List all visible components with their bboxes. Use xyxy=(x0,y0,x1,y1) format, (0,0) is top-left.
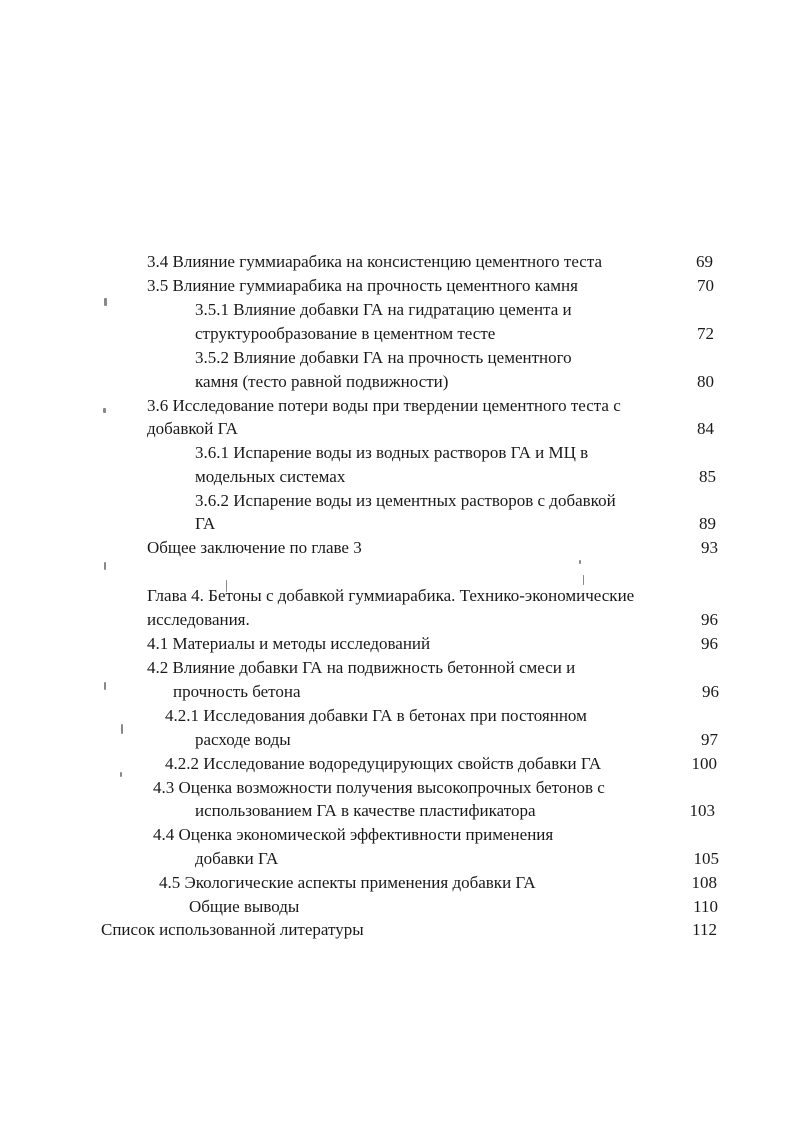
toc-entry-title-cont: ГА xyxy=(195,514,216,533)
toc-chapter-title-cont: исследования. xyxy=(147,610,250,629)
toc-page-number: 70 xyxy=(697,276,714,295)
toc-entry-title: 3.5.1 Влияние добавки ГА на гидратацию цемента и xyxy=(195,300,572,319)
toc-entry-title: 3.6.2 Испарение воды из цементных растворов с добавкой xyxy=(195,491,616,510)
toc-page-number: 85 xyxy=(699,467,716,486)
toc-page-number: 96 xyxy=(701,610,718,629)
toc-page-number: 96 xyxy=(702,682,719,701)
scan-speck xyxy=(104,298,107,306)
toc-entry-title-cont: добавкой ГА xyxy=(147,419,238,438)
toc-page-number: 112 xyxy=(692,920,717,939)
toc-entry-title: 3.5.2 Влияние добавки ГА на прочность цементного xyxy=(195,348,572,367)
toc-entry-title: 4.1 Материалы и методы исследований xyxy=(147,634,431,653)
scan-speck xyxy=(121,724,123,734)
scan-speck xyxy=(104,562,106,570)
toc-page-number: 72 xyxy=(697,324,714,343)
scan-speck xyxy=(104,682,106,690)
toc-entry-title: 3.6 Исследование потери воды при твердении цементного теста с xyxy=(147,396,621,415)
toc-page-number: 69 xyxy=(696,252,713,271)
toc-entry-title: Общие выводы xyxy=(189,897,300,916)
toc-entry-title: 3.4 Влияние гуммиарабика на консистенцию цементного теста xyxy=(147,252,603,271)
toc-entry-title-cont: расходе воды xyxy=(195,730,291,749)
toc-entry-title: Список использованной литературы xyxy=(101,920,364,939)
toc-entry-title-cont: прочность бетона xyxy=(173,682,301,701)
toc-entry-title-cont: структурообразование в цементном тесте xyxy=(195,324,496,343)
toc-entry-title: 4.2.2 Исследование водоредуцирующих свойств добавки ГА xyxy=(165,754,602,773)
toc-page-number: 96 xyxy=(701,634,718,653)
scan-speck xyxy=(579,560,581,564)
toc-page-number: 108 xyxy=(691,873,717,892)
toc-page-number: 89 xyxy=(699,514,716,533)
toc-page-number: 97 xyxy=(701,730,718,749)
toc-entry-title: 3.6.1 Испарение воды из водных растворов ГА и МЦ в xyxy=(195,443,589,462)
toc-entry-title: 4.3 Оценка возможности получения высокопрочных бетонов с xyxy=(153,778,605,797)
toc-entry-title: 4.5 Экологические аспекты применения добавки ГА xyxy=(159,873,536,892)
toc-entry-title: 4.2 Влияние добавки ГА на подвижность бетонной смеси и xyxy=(147,658,576,677)
toc-page-number: 80 xyxy=(697,372,714,391)
toc-page-number: 93 xyxy=(701,538,718,557)
toc-page-number: 100 xyxy=(691,754,717,773)
toc-page-number: 84 xyxy=(697,419,714,438)
toc-chapter-title: Глава 4. Бетоны с добавкой гуммиарабика. Технико-экономические xyxy=(147,586,635,605)
toc-page-number: 110 xyxy=(693,897,718,916)
toc-entry-title-cont: добавки ГА xyxy=(195,849,279,868)
toc-entry-title-cont: использованием ГА в качестве пластификатора xyxy=(195,801,536,820)
toc-entry-title: 4.2.1 Исследования добавки ГА в бетонах при постоянном xyxy=(165,706,587,725)
toc-entry-title: 3.5 Влияние гуммиарабика на прочность цементного камня xyxy=(147,276,578,295)
toc-entry-title: 4.4 Оценка экономической эффективности применения xyxy=(153,825,554,844)
toc-entry-title-cont: камня (тесто равной подвижности) xyxy=(195,372,449,391)
scan-speck xyxy=(583,575,584,585)
scan-speck xyxy=(120,772,122,777)
toc-entry-title-cont: модельных системах xyxy=(195,467,346,486)
toc-entry-title: Общее заключение по главе 3 xyxy=(147,538,362,557)
toc-page-number: 103 xyxy=(689,801,715,820)
scan-speck xyxy=(103,408,106,413)
toc-page-number: 105 xyxy=(693,849,719,868)
